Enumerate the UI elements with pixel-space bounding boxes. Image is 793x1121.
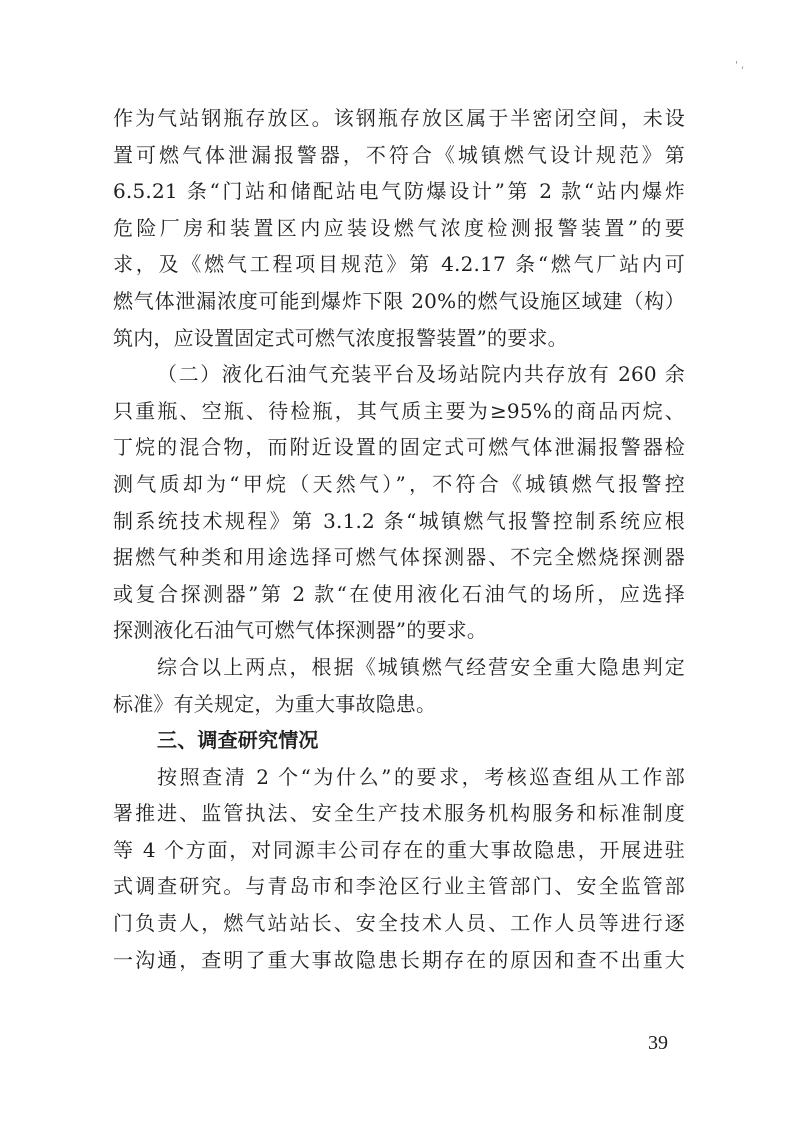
text-line: 制系统技术规程》第 3.1.2 条“城镇燃气报警控制系统应根 bbox=[113, 508, 685, 533]
text-line: 筑内，应设置固定式可燃气浓度报警装置”的要求。 bbox=[113, 325, 568, 350]
body-text bbox=[113, 100, 685, 978]
text-line: 一沟通，查明了重大事故隐患长期存在的原因和查不出重大 bbox=[113, 947, 685, 972]
text-line: 置可燃气体泄漏报警器，不符合《城镇燃气设计规范》第 bbox=[113, 142, 685, 167]
section-heading: 三、调查研究情况 bbox=[157, 728, 319, 753]
text-line: 作为气站钢瓶存放区。该钢瓶存放区属于半密闭空间，未设 bbox=[113, 106, 685, 130]
text-line: 按照查清 2 个“为什么”的要求，考核巡查组从工作部 bbox=[157, 764, 685, 789]
text-line: （二）液化石油气充装平台及场站院内共存放有 260 余 bbox=[157, 362, 685, 387]
text-line: 只重瓶、空瓶、待检瓶，其气质主要为≥95%的商品丙烷、 bbox=[113, 398, 685, 423]
text-line: 门负责人，燃气站站长、安全技术人员、工作人员等进行逐 bbox=[113, 911, 685, 936]
text-line: 燃气体泄漏浓度可能到爆炸下限 20%的燃气设施区域建（构） bbox=[113, 288, 685, 313]
text-line: 求，及《燃气工程项目规范》第 4.2.17 条“燃气厂站内可 bbox=[113, 252, 685, 277]
text-line: 式调查研究。与青岛市和李沧区行业主管部门、安全监管部 bbox=[113, 874, 685, 899]
scan-corner-mark: ' , bbox=[735, 60, 745, 71]
text-line: 标准》有关规定，为重大事故隐患。 bbox=[113, 691, 437, 716]
text-line: 丁烷的混合物，而附近设置的固定式可燃气体泄漏报警器检 bbox=[113, 435, 685, 460]
text-line: 危险厂房和装置区内应装设燃气浓度检测报警装置”的要 bbox=[113, 215, 685, 240]
text-line: 等 4 个方面，对同源丰公司存在的重大事故隐患，开展进驻 bbox=[113, 837, 685, 862]
text-line: 6.5.21 条“门站和储配站电气防爆设计”第 2 款“站内爆炸 bbox=[113, 179, 685, 204]
page-number: 39 bbox=[648, 1032, 668, 1054]
text-line: 综合以上两点，根据《城镇燃气经营安全重大隐患判定 bbox=[157, 654, 685, 679]
text-line: 测气质却为“甲烷（天然气）”，不符合《城镇燃气报警控 bbox=[113, 471, 685, 496]
text-line: 或复合探测器”第 2 款“在使用液化石油气的场所，应选择 bbox=[113, 581, 685, 606]
text-line: 探测液化石油气可燃气体探测器”的要求。 bbox=[113, 618, 488, 643]
text-line: 据燃气种类和用途选择可燃气体探测器、不完全燃烧探测器 bbox=[113, 545, 685, 570]
text-line: 署推进、监管执法、安全生产技术服务机构服务和标准制度 bbox=[113, 801, 685, 826]
